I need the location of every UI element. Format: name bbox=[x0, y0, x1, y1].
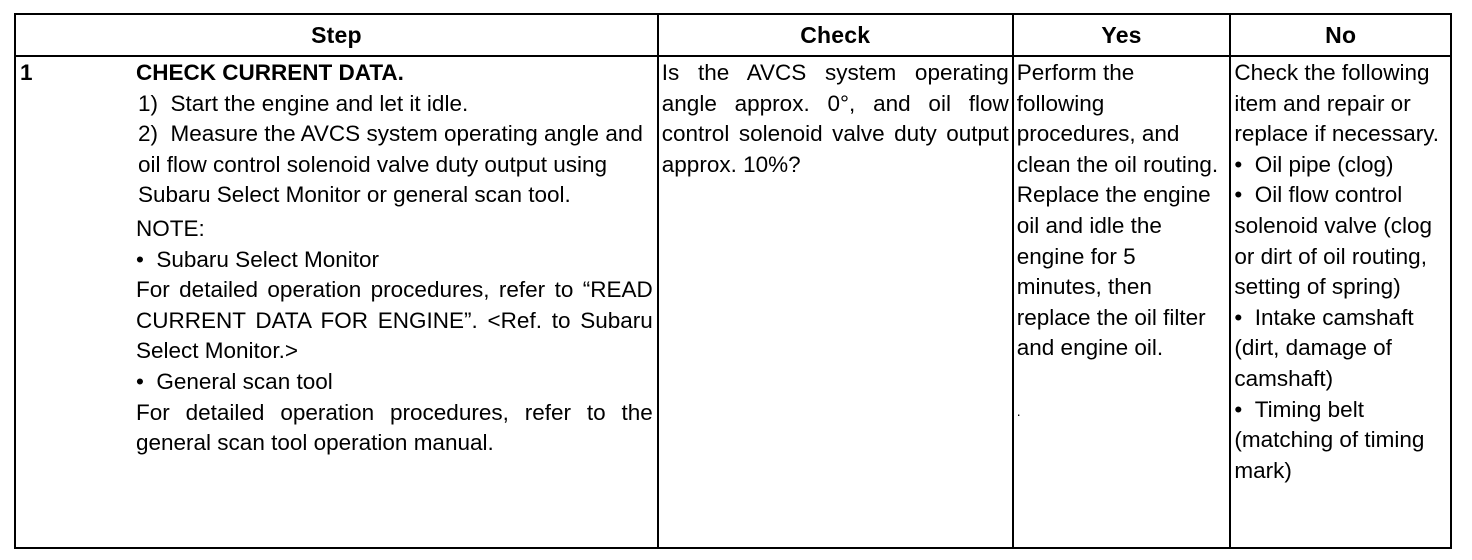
no-item-intake-camshaft: • Intake camshaft (dirt, damage of camshaft) bbox=[1234, 304, 1414, 391]
yes-cell bbox=[1013, 56, 1231, 548]
no-item-oil-pipe: • Oil pipe (clog) bbox=[1234, 151, 1394, 177]
header-check: Check bbox=[658, 14, 1013, 56]
no-item-solenoid-valve: • Oil flow control solenoid valve (clog or dirt of oil routing, setting of spring) bbox=[1234, 182, 1432, 300]
header-yes: Yes bbox=[1013, 14, 1231, 56]
yes-text-1: Perform the following procedures, and clean the oil routing. bbox=[1016, 60, 1219, 177]
step-item-2: 2) Measure the AVCS system operating angle and oil flow control solenoid valve duty output using Subaru Select Monitor or general scan tool. bbox=[138, 121, 643, 208]
no-intro: Check the following item and repair or replace if necessary. bbox=[1234, 60, 1440, 147]
table-row bbox=[15, 56, 1451, 548]
step-title: CHECK CURRENT DATA. bbox=[136, 60, 404, 85]
no-item-timing-belt: • Timing belt (matching of timing mark) bbox=[1234, 396, 1425, 483]
header-step: Step bbox=[15, 14, 658, 56]
note-select-monitor-text: For detailed operation procedures, refer to “READ CURRENT DATA FOR ENGINE”. <Ref. to Subaru Select Monitor.> bbox=[136, 277, 653, 364]
note-label: NOTE: bbox=[136, 215, 205, 241]
note-bullet-scan-tool: • General scan tool bbox=[136, 368, 333, 394]
step-cell bbox=[15, 56, 658, 548]
table-header-row bbox=[15, 14, 1451, 56]
step-number: 1 bbox=[20, 60, 33, 85]
yes-text-2: Replace the engine oil and idle the engine for 5 minutes, then replace the oil filter and engine oil. bbox=[1016, 182, 1211, 361]
step-item-1: 1) Start the engine and let it idle. bbox=[138, 90, 469, 116]
note-scan-tool-text: For detailed operation procedures, refer to the general scan tool operation manual. bbox=[136, 399, 653, 456]
check-cell bbox=[658, 56, 1013, 548]
no-cell bbox=[1230, 56, 1451, 548]
header-no: No bbox=[1230, 14, 1451, 56]
yes-mark: . bbox=[1016, 402, 1021, 419]
note-bullet-select-monitor: • Subaru Select Monitor bbox=[136, 246, 379, 272]
diagnostic-table bbox=[14, 13, 1452, 549]
check-text: Is the AVCS system operating angle approx. 0°, and oil flow control solenoid valve duty output approx. 10%? bbox=[661, 60, 1009, 177]
